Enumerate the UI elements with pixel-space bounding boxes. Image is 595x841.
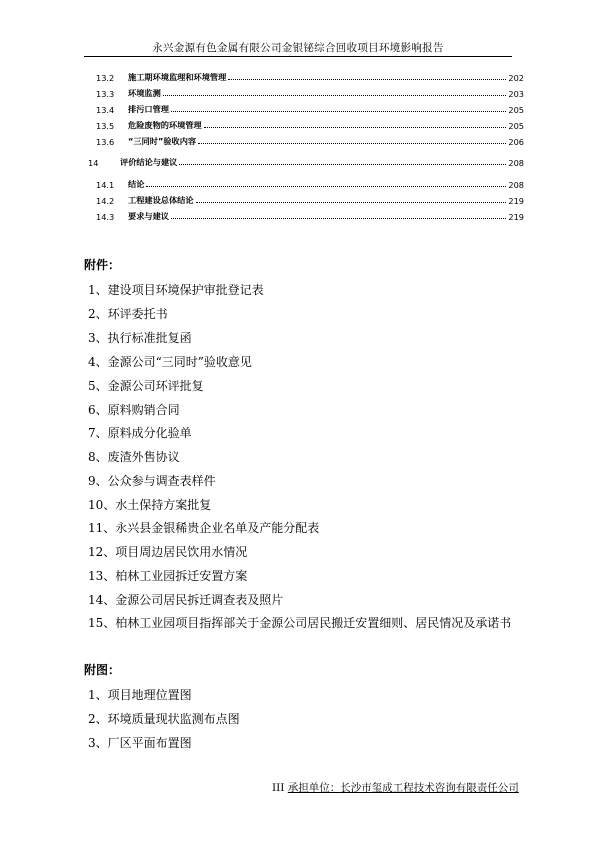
toc-number: 14.2 xyxy=(96,196,115,206)
toc-number: 14.1 xyxy=(96,180,115,190)
toc-number: 14 xyxy=(88,158,99,168)
toc-entry[interactable] xyxy=(96,86,524,99)
attachment-item: 6、原料购销合同 xyxy=(88,403,180,417)
page-footer xyxy=(272,780,519,795)
toc-leader xyxy=(163,94,507,96)
attachment-item: 10、水土保持方案批复 xyxy=(88,498,212,512)
figures-heading: 附图： xyxy=(84,663,121,677)
toc-leader xyxy=(179,163,506,165)
attachment-item: 2、环评委托书 xyxy=(88,307,168,321)
page-number: III xyxy=(272,782,285,794)
toc-page: 208 xyxy=(508,158,524,168)
attachment-item: 11、永兴县金银稀贵企业名单及产能分配表 xyxy=(88,521,320,535)
toc-entry[interactable] xyxy=(96,209,524,222)
toc-entry[interactable] xyxy=(96,177,524,190)
toc-leader xyxy=(171,110,506,112)
toc-entry[interactable] xyxy=(96,118,524,131)
attachment-item: 4、金源公司“三同时”验收意见 xyxy=(88,355,252,369)
figure-item: 2、环境质量现状监测布点图 xyxy=(88,712,240,726)
header-title: 永兴金源有色金属有限公司金银铋综合回收项目环境影响报告 xyxy=(152,42,444,54)
footer-company: 长沙市玺成工程技术咨询有限责任公司 xyxy=(340,782,519,794)
toc-title: 排污口管理 xyxy=(128,104,169,114)
attachment-item: 8、废渣外售协议 xyxy=(88,450,180,464)
toc-title: “三同时”验收内容 xyxy=(128,136,197,146)
attachment-item: 1、建设项目环境保护审批登记表 xyxy=(88,283,264,297)
toc-page: 202 xyxy=(508,73,524,83)
toc-leader xyxy=(198,142,506,144)
attachment-item: 7、原料成分化验单 xyxy=(88,426,192,440)
toc-entry[interactable] xyxy=(96,102,524,115)
attachments-heading: 附件： xyxy=(84,258,121,272)
toc-page: 205 xyxy=(508,105,524,115)
toc-entry[interactable] xyxy=(96,193,524,206)
attachment-item: 14、金源公司居民拆迁调查表及照片 xyxy=(88,593,284,607)
footer-label: 承担单位： xyxy=(287,782,341,794)
toc-leader xyxy=(171,217,506,219)
toc-number: 14.3 xyxy=(96,212,115,222)
figure-item: 3、厂区平面布置图 xyxy=(88,736,192,750)
toc-leader xyxy=(204,126,507,128)
toc-title: 危险废物的环境管理 xyxy=(128,120,202,130)
toc-number: 13.6 xyxy=(96,137,115,147)
toc-number: 13.2 xyxy=(96,73,115,83)
toc-page: 205 xyxy=(508,121,524,131)
toc-title: 结论 xyxy=(128,179,145,189)
toc-page: 203 xyxy=(508,89,524,99)
toc-entry[interactable] xyxy=(96,134,524,147)
toc-number: 13.3 xyxy=(96,89,115,99)
toc-page: 219 xyxy=(508,212,524,222)
toc-title: 要求与建议 xyxy=(128,211,169,221)
toc-entry[interactable] xyxy=(96,70,524,83)
toc-entry[interactable] xyxy=(88,155,524,168)
attachment-item: 3、执行标准批复函 xyxy=(88,331,192,345)
toc-leader xyxy=(146,185,506,187)
figure-item: 1、项目地理位置图 xyxy=(88,688,192,702)
attachment-item: 12、项目周边居民饮用水情况 xyxy=(88,545,248,559)
toc-title: 环境监测 xyxy=(128,88,161,98)
toc-title: 工程建设总体结论 xyxy=(128,195,194,205)
toc-number: 13.5 xyxy=(96,121,115,131)
toc-title: 评价结论与建议 xyxy=(120,157,178,167)
attachment-item: 9、公众参与调查表样件 xyxy=(88,474,216,488)
toc-page: 208 xyxy=(508,180,524,190)
attachment-item: 13、柏林工业园拆迁安置方案 xyxy=(88,569,248,583)
attachment-item: 5、金源公司环评批复 xyxy=(88,379,204,393)
toc-title: 施工期环境监理和环境管理 xyxy=(128,72,227,82)
attachment-item: 15、柏林工业园项目指挥部关于金源公司居民搬迁安置细则、居民情况及承诺书 xyxy=(88,616,512,630)
header-rule xyxy=(84,56,512,57)
toc-leader xyxy=(228,78,506,80)
toc-page: 206 xyxy=(508,137,524,147)
toc-page: 219 xyxy=(508,196,524,206)
toc-number: 13.4 xyxy=(96,105,115,115)
toc-leader xyxy=(196,201,507,203)
